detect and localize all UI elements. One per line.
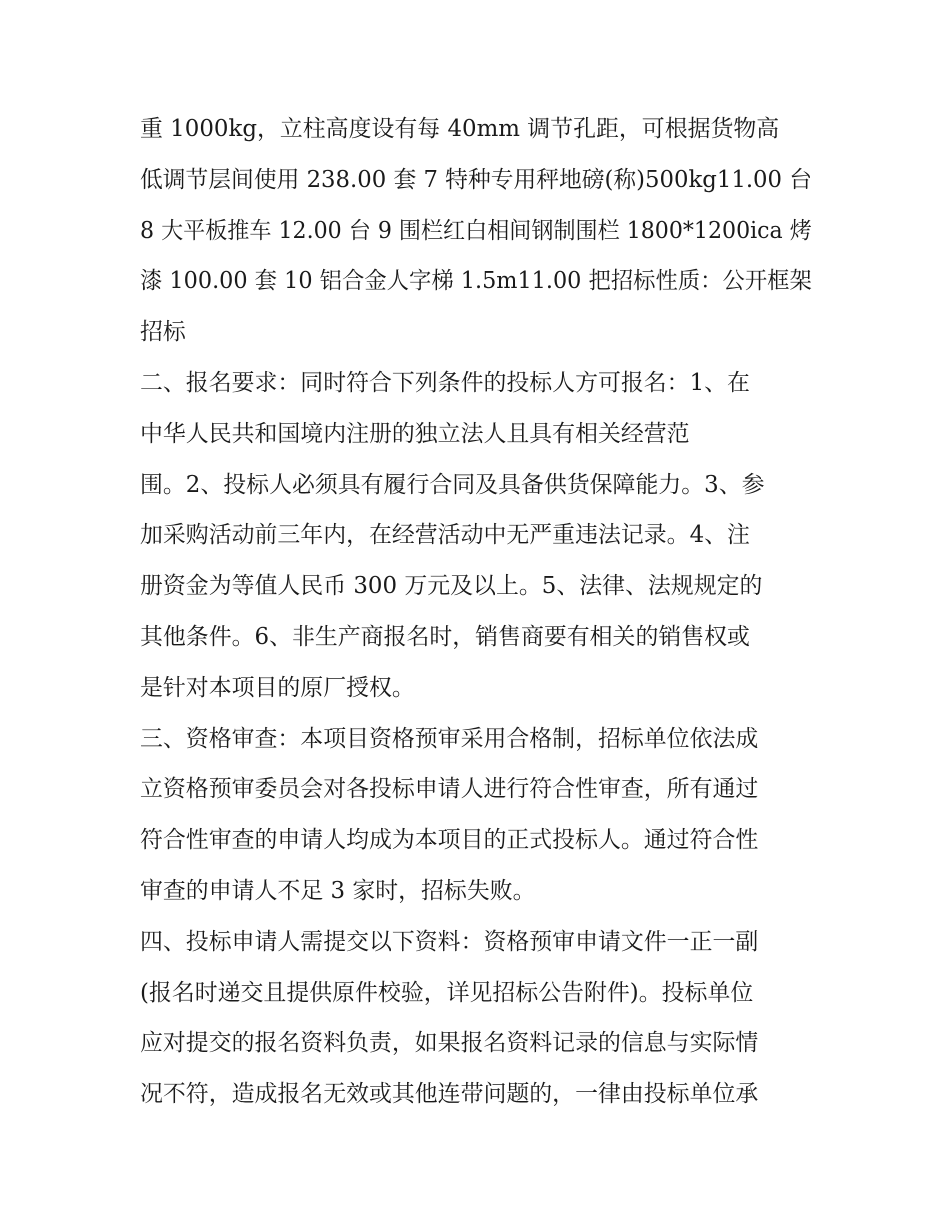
text-line: 加采购活动前三年内，在经营活动中无严重违法记录。4、注 [140,522,750,549]
text-line: 中华人民共和国境内注册的独立法人且具有相关经营范 [140,420,690,447]
text-line: 围。2、投标人必须具有履行合同及具备供货保障能力。3、参 [140,471,765,498]
text-line: 漆 100.00 套 10 铝合金人字梯 1.5m11.00 把招标性质：公开框架 [140,268,812,295]
document-body [140,104,815,1120]
text-line: 审查的申请人不足 3 家时，招标失败。 [140,877,536,904]
text-line: 是针对本项目的原厂授权。 [140,674,415,701]
text-line: (报名时递交且提供原件校验，详见招标公告附件)。投标单位 [140,979,754,1006]
text-line: 应对提交的报名资料负责，如果报名资料记录的信息与实际情 [140,1030,759,1057]
text-line: 招标 [140,319,186,346]
text-line: 况不符，造成报名无效或其他连带问题的，一律由投标单位承 [140,1081,759,1108]
text-line: 三、资格审查：本项目资格预审采用合格制，招标单位依法成 [140,725,759,752]
text-line: 四、投标申请人需提交以下资料：资格预审申请文件一正一副 [140,928,759,955]
text-line: 立资格预审委员会对各投标申请人进行符合性审查，所有通过 [140,776,759,803]
text-line: 重 1000kg，立柱高度设有每 40mm 调节孔距，可根据货物高 [140,116,780,142]
text-line: 8 大平板推车 12.00 台 9 围栏红白相间钢制围栏 1800*1200ica 烤 [140,217,812,244]
text-line: 其他条件。6、非生产商报名时，销售商要有相关的销售权或 [140,623,750,650]
text-line: 册资金为等值人民币 300 万元及以上。5、法律、法规规定的 [140,573,763,600]
text-line: 符合性审查的申请人均成为本项目的正式投标人。通过符合性 [140,827,759,854]
text-line: 二、报名要求：同时符合下列条件的投标人方可报名：1、在 [140,369,750,396]
text-line: 低调节层间使用 238.00 套 7 特种专用秤地磅(称)500kg11.00 台 [140,166,813,193]
